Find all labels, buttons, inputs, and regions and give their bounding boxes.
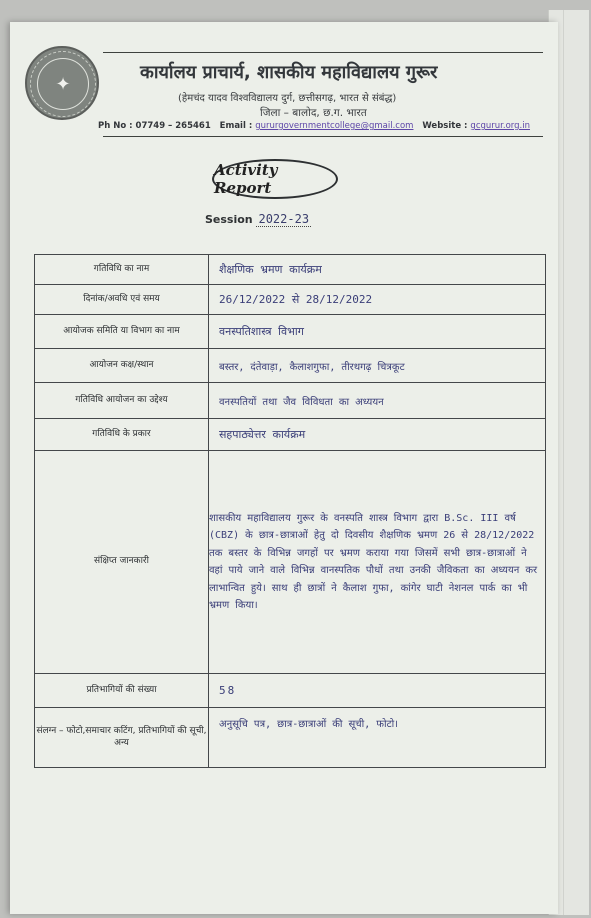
objective-value: वनस्पतियों तथा जैव विविधता का अध्ययन	[209, 383, 546, 419]
activity-report-table	[34, 254, 546, 768]
phone-number: 07749 – 265461	[135, 121, 211, 131]
venue-label: आयोजन कक्ष/स्थान	[35, 349, 209, 383]
activity-name-label: गतिविधि का नाम	[35, 255, 209, 285]
phone-label: Ph No :	[98, 121, 133, 131]
college-name: कार्यालय प्राचार्य, शासकीय महाविद्यालय गुरूर	[140, 62, 438, 83]
header-top-rule	[103, 52, 543, 53]
summary-label: संक्षिप्त जानकारी	[35, 451, 209, 674]
report-title: Activity Report	[214, 161, 278, 197]
college-seal-logo	[25, 46, 99, 120]
table-row	[35, 674, 546, 708]
email-link[interactable]: gururgovernmentcollege@gmail.com	[255, 121, 414, 131]
organizer-value: वनस्पतिशास्त्र विभाग	[209, 315, 546, 349]
table-row	[35, 285, 546, 315]
contact-line	[98, 121, 530, 131]
organizer-label: आयोजक समिति या विभाग का नाम	[35, 315, 209, 349]
website-label: Website :	[422, 121, 468, 131]
venue-value: बस्तर, दंतेवाड़ा, कैलाशगुफा, तीरथगढ़ चित्रकूट	[209, 349, 546, 383]
table-row	[35, 255, 546, 285]
session-label: Session	[205, 213, 253, 226]
table-row	[35, 349, 546, 383]
participants-count-value: 58	[209, 674, 546, 708]
activity-name-value: शैक्षणिक भ्रमण कार्यक्रम	[209, 255, 546, 285]
objective-label: गतिविधि आयोजन का उद्देश्य	[35, 383, 209, 419]
activity-type-label: गतिविधि के प्रकार	[35, 419, 209, 451]
session-value: 2022-23	[258, 212, 310, 226]
date-duration-label: दिनांक/अवधि एवं समय	[35, 285, 209, 315]
table-row	[35, 315, 546, 349]
activity-type-value: सहपाठ्येत्तर कार्यक्रम	[209, 419, 546, 451]
summary-value: शासकीय महाविद्यालय गुरूर के वनस्पति शास्त्र विभाग द्वारा B.Sc. III वर्ष (CBZ) के छात्र-छात्राओं हेतु दो दिवसीय शैक्षणिक भ्रमण 26 से 28/12/2022 तक बस्तर के विभिन्न जगहों पर भ्रमण कराया गया जिसमें सभी छात्र-छात्राओं ने वहां पाये जाने वाले विभिन्न वानस्पतिक पौधों तथा उनकी जैविकता का अध्ययन कर लाभान्वित हुये। साथ ही छात्रों ने कैलाश गुफा, कांगेर घाटी नेशनल पार्क का भी भ्रमण किया।	[209, 451, 546, 674]
website-link[interactable]: gcgurur.org.in	[470, 121, 530, 131]
date-duration-value: 26/12/2022 से 28/12/2022	[209, 285, 546, 315]
attachments-label: संलग्न – फोटो,समाचार कटिंग, प्रतिभागियों की सूची, अन्य	[35, 708, 209, 768]
table-row	[35, 451, 546, 674]
report-title-oval	[212, 159, 338, 199]
table-row	[35, 419, 546, 451]
header-bottom-rule	[103, 136, 543, 137]
district-address: जिला – बालोद, छ.ग. भारत	[260, 107, 367, 119]
session-line	[205, 212, 311, 226]
university-affiliation: (हेमचंद यादव विश्वविद्यालय दुर्ग, छत्तीसगढ़, भारत से संबंद्ध)	[178, 93, 397, 104]
participants-count-label: प्रतिभागियों की संख्या	[35, 674, 209, 708]
seal-emblem-icon: ✦	[37, 58, 89, 110]
attachments-value: अनुसूचि पत्र, छात्र-छात्राओं की सूची, फोटो।	[209, 708, 546, 768]
email-label: Email :	[219, 121, 253, 131]
table-row	[35, 383, 546, 419]
table-row	[35, 708, 546, 768]
